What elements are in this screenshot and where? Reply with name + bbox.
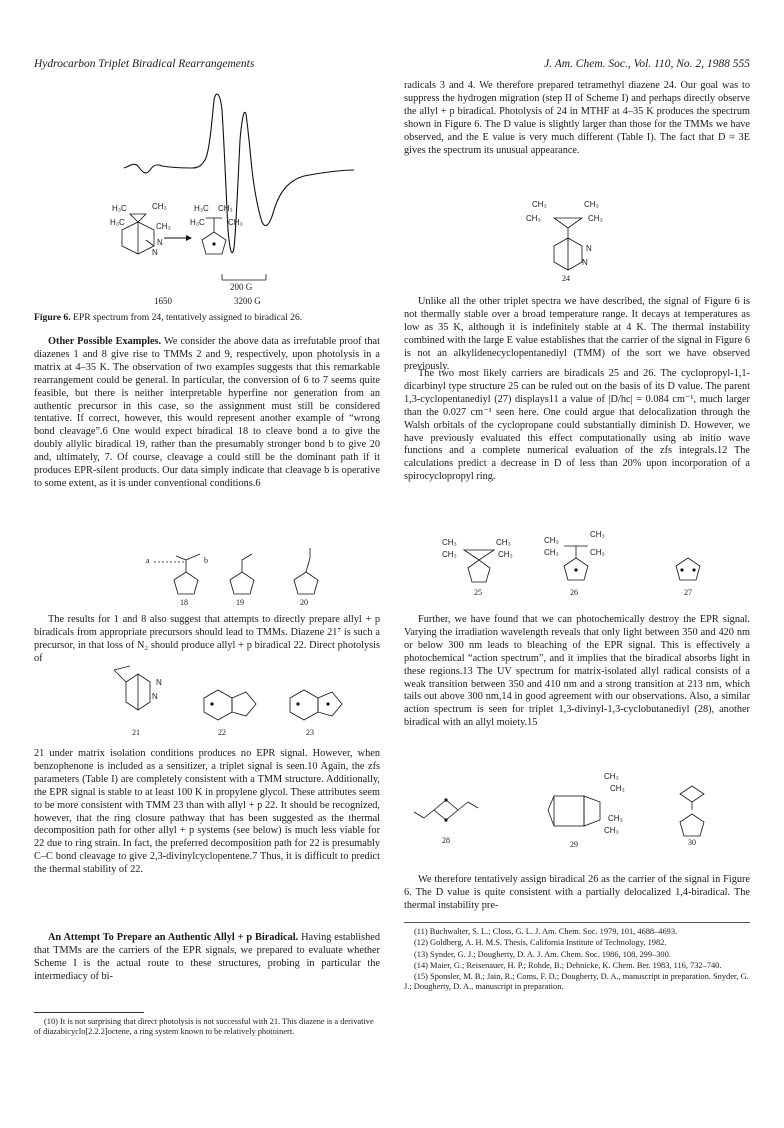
structures-18-20 <box>34 540 380 610</box>
structures-28-30 <box>404 766 750 852</box>
paragraph-text: We therefore tentatively assign biradical 26 as the carrier of the signal in Figure 6. The D value is quite consistent with a partially delocalized 1,4-biradical. The thermal instability pre- <box>404 874 750 911</box>
figure-6-caption <box>34 312 380 324</box>
ch3-label: CH₃ <box>588 214 603 223</box>
ch3-label: CH₃ <box>218 204 233 213</box>
ch3-label: CH₃ <box>610 784 625 793</box>
compound-label-22: 22 <box>218 728 226 737</box>
structures-18-20-drawing <box>34 540 380 610</box>
ch3-label: CH₃ <box>604 772 619 781</box>
right-paragraph-3 <box>404 368 750 484</box>
n-label: N <box>152 248 158 257</box>
compound-label-26: 26 <box>570 588 578 597</box>
ch3-label: CH₃ <box>442 538 457 547</box>
footnote-area-left <box>34 1012 380 1039</box>
structures-21-23 <box>34 662 380 742</box>
left-paragraph-4 <box>34 932 380 984</box>
structure-24 <box>404 196 750 288</box>
ch3-label: CH₃ <box>544 548 559 557</box>
right-paragraph-4 <box>404 614 750 730</box>
paragraph-text: The two most likely carriers are biradicals 25 and 26. The cyclopropyl-1,1-dicarbinyl type structure 25 can be ruled out on the basis of its D value. The parent 1,3-cyclopentanediyl (27) displays11 a value of |D/hc| = 0.084 cm⁻¹, much larger than the 0.027 cm⁻¹ seen here. One could argue that delocalization through the Walsh orbitals of the cyclopropane could substantially diminish D. However, we have previously evaluated this effect computationally using ab initio wave functions and a complete numerical evaluation of the zfs integrals.12 The calculations predict a decrease in D of less than 20% upon incorporation of a spirocyclopropyl ring. <box>404 368 750 483</box>
running-header-right: J. Am. Chem. Soc., Vol. 110, No. 2, 1988 555 <box>544 58 750 70</box>
paragraph-text: radicals 3 and 4. We therefore prepared tetramethyl diazene 24. Our goal was to suppress the hydrogen migration (step II of Scheme I) and perhaps directly observe the allyl + p biradical. Photolysis of 24 in MTHF at 4–35 K produces the spectrum shown in Figure 6. The D value is slightly larger than those for the TMMs we have observed, and the E value is very much different (Table I). The fact that D ≈ 3E gives the spectrum its unusual appearance. <box>404 80 750 156</box>
ch3-label: CH₃ <box>526 214 541 223</box>
paragraph-text: Having established that TMMs are the carriers of the EPR signals, we prepared to evaluate whether Scheme I is the actual route to these structures, probing in particular the intermediacy of bi- <box>34 932 381 982</box>
paragraph-text: The results for 1 and 8 also suggest that attempts to directly prepare allyl + p biradicals from appropriate precursors should lead to TMMs. Diazene 21⁷ is such a precursor, in that loss of N₂ should produce allyl + p biradical 22. Direct photolysis of <box>34 614 380 664</box>
inset-structure-26 <box>202 218 226 254</box>
n-label: N <box>157 238 163 247</box>
paragraph-text: Unlike all the other triplet spectra we have described, the signal of Figure 6 is not thermally stable over a broad temperature range. It decays at temperatures as low as 35 K, although it is indefinitely stable at 4 K. The thermal instability combined with the large E value establishes that the carrier of the signal in Figure 6 is not an alkylidenecyclopentanediyl (TMM) of the sort we have observed previously. <box>404 296 750 372</box>
scale-bar-label: 200 G <box>230 282 253 292</box>
section-heading-authentic-allyl: An Attempt To Prepare an Authentic Allyl + p Biradical. <box>48 932 299 943</box>
h3c-label: H₃C <box>112 204 127 213</box>
compound-label-18: 18 <box>180 598 188 607</box>
caption-label: Figure 6. <box>34 312 71 323</box>
compound-label-19: 19 <box>236 598 244 607</box>
footnote-rule <box>34 1012 144 1013</box>
ch3-label: CH₃ <box>590 548 605 557</box>
footnote-10: (10) It is not surprising that direct photolysis is not successful with 21. This diazene is a derivative of diazabicyclo[2.2.2]octene, a ring system known to be relatively photoinert. <box>34 1017 374 1037</box>
left-paragraph-1 <box>34 336 380 491</box>
footnote-rule <box>404 922 750 923</box>
structures-21-23-drawing <box>34 662 380 742</box>
footnote-area-right <box>404 922 750 994</box>
ch3-label: CH₃ <box>152 202 167 211</box>
compound-label-27: 27 <box>684 588 692 597</box>
h3c-label: H₃C <box>190 218 205 227</box>
structures-25-27 <box>404 530 750 602</box>
compound-label-20: 20 <box>300 598 308 607</box>
compound-label-21: 21 <box>132 728 140 737</box>
ch3-label: CH₃ <box>228 218 243 227</box>
n-label: N <box>586 244 592 253</box>
right-paragraph-5 <box>404 874 750 913</box>
compound-label-28: 28 <box>442 836 450 845</box>
left-paragraph-3 <box>34 748 380 877</box>
compound-label-25: 25 <box>474 588 482 597</box>
bond-label-b: b <box>204 556 208 565</box>
n-label: N <box>582 258 588 267</box>
caption-text: EPR spectrum from 24, tentatively assigned to biradical 26. <box>73 312 303 323</box>
compound-label-29: 29 <box>570 840 578 849</box>
footnote-13: (13) Synder, G. J.; Dougherty, D. A. J. Am. Chem. Soc. 1986, 108, 299–300. <box>414 949 671 959</box>
footnote-11: (11) Buchwalter, S. L.; Closs, G. L. J. Am. Chem. Soc. 1979, 101, 4688–4693. <box>414 927 678 936</box>
paragraph-text: We consider the above data as irrefutable proof that diazenes 1 and 8 give rise to TMMs 2 and 9, respectively, upon photolysis in a matrix at 4–35 K. The observation of two examples suggests that this remarkable rearrangement could be general. In particular, the conversion of 6 to 7 seems quite feasible, but there is neither interpretable hyperfine nor generation from an authentic precursor in this case, so the assignment must still be considered tentative. If correct, however, this would represent another example of “wrong bond cleavage”.6 One would expect biradical 18 to cleave bond a to give the doubly allylic biradical 19, rather than the presumably stronger bond b to give 20 and, ultimately, 7. Of course, cleavage a could still be the dominant path if it produces EPR-silent products. Our data simply indicate that cleavage b is operative to some extent, as it is under conventional conditions.6 <box>34 336 380 489</box>
ch3-label: CH₃ <box>590 530 605 539</box>
n-label: N <box>156 678 162 687</box>
field-right-label: 3200 G <box>234 296 261 306</box>
ch3-label: CH₃ <box>156 222 171 231</box>
epr-spectrum-figure <box>34 80 380 310</box>
ch3-label: CH₃ <box>496 538 511 547</box>
right-paragraph-2 <box>404 296 750 373</box>
paragraph-text: Further, we have found that we can photochemically destroy the EPR signal. Varying the irradiation wavelength reveals that only light between 350 and 420 nm or below 300 nm leads to bleaching of the EPR signal. This is effectively a photochemical “action spectrum”, and it implies that the biradical absorbs light in these regions.13 The UV spectrum for matrix-isolated allyl radical consists of a weak transition between 350 and 410 nm and a strong transition at 213 nm, which tails out above 300 nm,14 in good agreement with our observations. Also, a similar action spectrum is seen for triplet 1,3-divinyl-1,3-cyclobutanediyl (28), another biradical with an allyl moiety.15 <box>404 614 750 729</box>
n-label: N <box>152 692 158 701</box>
running-header-left: Hydrocarbon Triplet Biradical Rearrangements <box>34 58 255 70</box>
ch3-label: CH₃ <box>442 550 457 559</box>
inset-structure-24 <box>122 214 154 254</box>
bond-label-a: a <box>146 556 150 565</box>
footnote-14: (14) Maier, G.; Reisenauer, H. P.; Rohde, B.; Dehnicke, K. Chem. Ber. 1983, 116, 732–740. <box>414 960 722 970</box>
h3c-label: H₃C <box>110 218 125 227</box>
footnote-15: (15) Sponsler, M. B.; Jain, R.; Coms, F. D.; Dougherty, D. A., manuscript in preparation. Snyder, G. J.; Dougherty, D. A., manuscript in preparation. <box>404 972 749 992</box>
field-left-label: 1650 <box>154 296 172 306</box>
ch3-label: CH₃ <box>532 200 547 209</box>
ch3-label: CH₃ <box>604 826 619 835</box>
left-paragraph-2 <box>34 614 380 666</box>
right-paragraph-1 <box>404 80 750 157</box>
section-heading-other-examples: Other Possible Examples. <box>48 336 162 347</box>
paragraph-text: 21 under matrix isolation conditions produces no EPR signal. However, when benzophenone is included as a sensitizer, a triplet signal is seen.10 Again, the zfs parameters (Table I) are completely consistent with a TMM structure. Additionally, the EPR signal is stable to at least 100 K in propylene glycol. These attributes seem to be more consistent with TMM 23 than with allyl + p 22. It should be recognized, however, that the ring closure pathway that has been suggested as the thermal decomposition path for other allyl + p systems (see below) is much less viable for 22 due to ring strain. In fact, the preferred decomposition path for 22 is presumably C–C bond cleavage to give 2,3-divinylcyclopentene.7 Thus, it is difficult to predict the thermal stability of 22. <box>34 748 380 876</box>
h3c-label: H₃C <box>194 204 209 213</box>
structure-24-drawing <box>404 196 750 288</box>
figure-6 <box>34 80 380 310</box>
ch3-label: CH₃ <box>584 200 599 209</box>
footnote-12: (12) Goldberg, A. H. M.S. Thesis, California Institute of Technology, 1982. <box>414 938 667 948</box>
ch3-label: CH₃ <box>498 550 513 559</box>
ch3-label: CH₃ <box>544 536 559 545</box>
compound-label-24: 24 <box>562 274 570 283</box>
ch3-label: CH₃ <box>608 814 623 823</box>
compound-label-23: 23 <box>306 728 314 737</box>
compound-label-30: 30 <box>688 838 696 847</box>
